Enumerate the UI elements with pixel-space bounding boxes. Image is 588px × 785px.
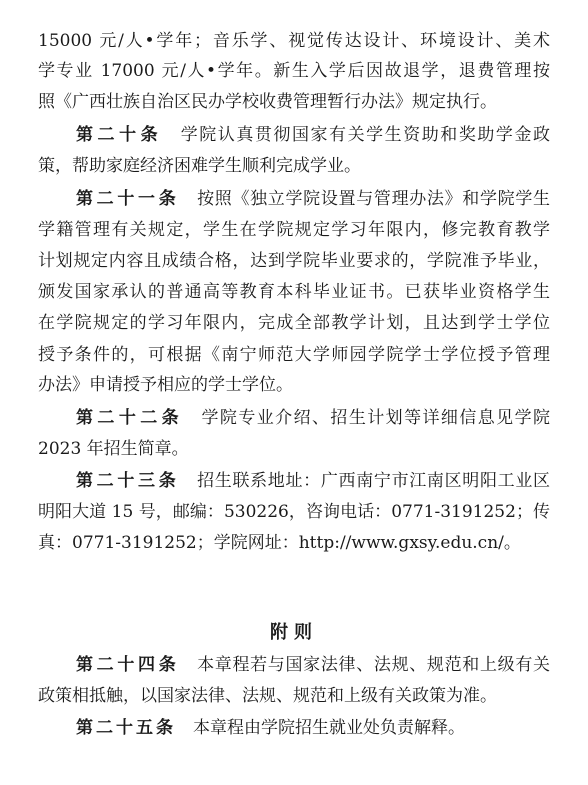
article-number: 第二十二条 (76, 408, 184, 428)
line-text: 办法》申请授予相应的学士学位。 (38, 375, 293, 395)
line-text: 2023 年招生简章。 (38, 439, 189, 459)
text-line (76, 184, 550, 215)
text-line (76, 120, 550, 151)
line-text: 本章程若与国家法律、法规、规范和上级有关 (196, 655, 551, 675)
text-line (76, 713, 550, 744)
section-heading: 附则 (270, 622, 318, 643)
text-line (76, 403, 550, 434)
line-text: 按照《独立学院设置与管理办法》和学院学生 (196, 189, 551, 209)
text-line (38, 681, 550, 712)
text-line (38, 246, 550, 277)
line-text: 学专业 17000 元/人•学年。新生入学后因故退学，退费管理按 (38, 61, 550, 81)
text-line (38, 56, 550, 87)
line-text: 明阳大道 15 号，邮编：530226，咨询电话：0771-3191252；传 (38, 502, 550, 522)
line-text: 照《广西壮族自治区民办学校收费管理暂行办法》规定执行。 (38, 92, 497, 112)
line-text: 学院专业介绍、招生计划等详细信息见学院 (200, 408, 551, 428)
line-text: 学籍管理有关规定，学生在学院规定学习年限内，修完教育教学 (38, 220, 550, 240)
text-line (76, 466, 550, 497)
line-text: 策，帮助家庭经济困难学生顺利完成学业。 (38, 156, 361, 176)
text-line (38, 151, 550, 182)
line-text: 真：0771-3191252；学院网址：http://www.gxsy.edu.cn/。 (38, 533, 521, 553)
text-line (38, 277, 550, 308)
line-text: 招生联系地址：广西南宁市江南区明阳工业区 (196, 471, 551, 491)
article-number: 第二十三条 (76, 471, 180, 491)
line-text: 颁发国家承认的普通高等教育本科毕业证书。已获毕业资格学生 (38, 282, 550, 302)
text-line (38, 26, 550, 57)
line-text: 授予条件的，可根据《南宁师范大学师园学院学士学位授予管理 (38, 345, 550, 365)
line-text: 15000 元/人•学年；音乐学、视觉传达设计、环境设计、美术 (38, 31, 550, 51)
text-line (38, 497, 550, 528)
line-text: 本章程由学院招生就业处负责解释。 (193, 718, 465, 738)
article-number: 第二十条 (76, 125, 163, 145)
text-line (38, 215, 550, 246)
article-number: 第二十四条 (76, 655, 180, 675)
text-line (38, 340, 550, 371)
article-number: 第二十一条 (76, 189, 180, 209)
text-line (38, 87, 550, 118)
text-line (76, 650, 550, 681)
line-text: 学院认真贯彻国家有关学生资助和奖助学金政 (179, 125, 551, 145)
line-text: 计划规定内容且成绩合格，达到学院毕业要求的，学院准予毕业， (38, 251, 550, 271)
line-text: 在学院规定的学习年限内，完成全部教学计划，且达到学士学位 (38, 313, 550, 333)
text-line (38, 528, 550, 559)
text-line (38, 434, 550, 465)
text-line (38, 308, 550, 339)
article-number: 第二十五条 (76, 718, 176, 738)
text-line (38, 370, 550, 401)
line-text: 政策相抵触，以国家法律、法规、规范和上级有关政策为准。 (38, 686, 497, 706)
